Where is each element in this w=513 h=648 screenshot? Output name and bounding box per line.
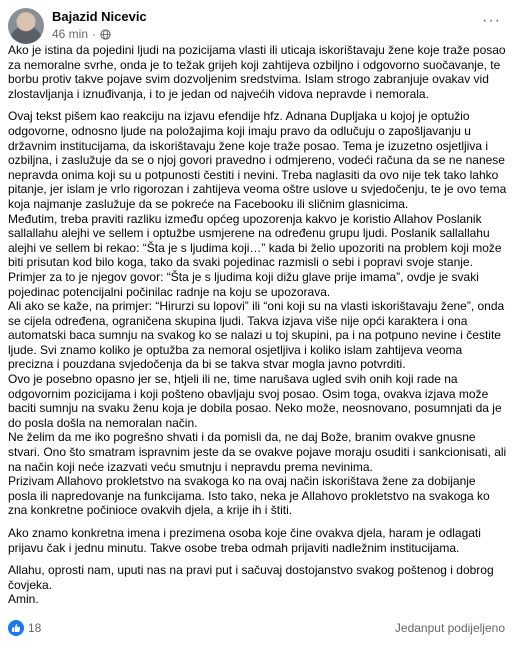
more-options-icon[interactable]: ··· — [482, 12, 501, 29]
post-paragraph: Prizivam Allahovo prokletstvo na svakoga ko na ovaj način iskorištava žene za dobijanje posla ili napredovanje na funkcijama. Isto tako, neka je Allahovo prokletstvo na svakoga ko zna konkretne počinioce ovakvih djela, a krije ih i štiti. — [8, 474, 490, 518]
avatar[interactable] — [8, 8, 44, 44]
globe-icon[interactable] — [100, 29, 111, 40]
post-paragraph: Ako je istina da pojedini ljudi na pozicijama vlasti ili uticaja iskorištavaju žene koje traže posao za nemoralne svrhe, onda je to težak grijeh koji zahtijeva ozbiljno i odgovorno suočavanje, te borbu protiv takve pojave svim dozvoljenim sredstvima. Islam strogo zabranjuje ovakav vid zlostavljanja i iznuđivanja, i to je jedan od najvećih vidova nepravde i nemorala. — [8, 43, 506, 101]
reaction-count[interactable]: 18 — [28, 621, 42, 635]
author-name[interactable]: Bajazid Nicevic — [52, 9, 147, 24]
post-paragraph: Amin. — [8, 592, 39, 607]
post-footer — [8, 617, 505, 639]
post-paragraph: Ako znamo konkretna imena i prezimena osoba koje čine ovakva djela, haram je odlagati prijavu čak i jednu minutu. Takve osobe treba odmah prijaviti nadležnim institucijama. — [8, 526, 481, 555]
meta-separator: · — [92, 27, 97, 41]
post-paragraph: Allahu, oprosti nam, uputi nas na pravi put i sačuvaj dostojanstvo svakog poštenog i dobrog čovjeka. — [8, 563, 494, 592]
reactions-summary[interactable] — [8, 620, 41, 636]
share-count[interactable]: Jedanput podijeljeno — [394, 621, 505, 635]
post-meta — [52, 27, 111, 41]
post-paragraph: Međutim, treba praviti razliku između općeg upozorenja kakvo je koristio Allahov Poslanik sallallahu alejhi ve sellem i optužbe usmjerene na određenu grupu ljudi. Poslanik sallallahu alejhi ve sellem bi rekao: “Šta je s ljudima koji…” kada bi želio upozoriti na problem koji može biti prisutan kod bilo koga, tako da svaki pojedinac razmisli o sebi i popravi svoje stanje. Primjer za to je njegov govor: “Šta je s ljudima koji dižu glave prije imama”, ovdje je svaki pojedinac potencijalni počinilac radnje na koju se upozorava. — [8, 211, 502, 299]
post-paragraph: Ovo je posebno opasno jer se, htjeli ili ne, time narušava ugled svih onih koji rade na odgovornim pozicijama i koji pošteno obavljaju svoj posao. Osim toga, ovakva izjava može baciti sumnju na svaku ženu koja je dobila posao. Neko može, neosnovano, posumnjati da je do posla došla na nemoralan način. — [8, 372, 502, 430]
post-body — [8, 43, 507, 607]
post-time[interactable]: 46 min — [52, 27, 89, 41]
post-paragraph: Ne želim da me iko pogrešno shvati i da pomisli da, ne daj Bože, branim ovakve gnusne stvari. Ono što smatram ispravnim jeste da se ovakve pojave moraju osuditi i sankcionisati, ali na način koji neće izazvati veću smutnju i nepravdu prema nevinima. — [8, 430, 507, 474]
post-header — [8, 6, 505, 42]
like-thumb-icon — [8, 620, 24, 636]
post-paragraph: Ali ako se kaže, na primjer: “Hirurzi su lopovi” ili “oni koji su na vlasti iskorištavaju žene”, onda se cijela određena, ograničena skupina ljudi. Takva izjava više nije opći karaktera i ona automatski baca sumnju na svakog ko se nalazi u toj skupini, pa i na potpuno nevine i čestite ljude. Svi znamo koliko je optužba za nemoral osjetljiva i koliko islam zahtijeva veoma precizna i pouzdana svjedočenja da bi se takva stvar mogla javno potvrditi. — [8, 299, 505, 372]
post-paragraph: Ovaj tekst pišem kao reakciju na izjavu efendije hfz. Adnana Dupljaka u kojoj je optužio odgovorne, odnosno ljude na položajima koji imaju pravo da odlučuju o zapošljavanju u državnim institucijama, da iskorištavaju žene koje traže posao. Tema je izuzetno osjetljiva i ozbiljna, i zaslužuje da se o njoj govori pravedno i odmjereno, vodeći računa da se ne nanese nepravda onima koji su u potpunosti čestiti i nevini. Treba naglasiti da ovo nije tek tako lahko pitanje, jer islam je vrlo rigorozan i zahtijeva veoma oštre uslove u svjedočenju, te je ovo tema koja najmanje zaslužuje da se pokreće na Facebooku ili sličnim glasnicima. — [8, 109, 507, 211]
